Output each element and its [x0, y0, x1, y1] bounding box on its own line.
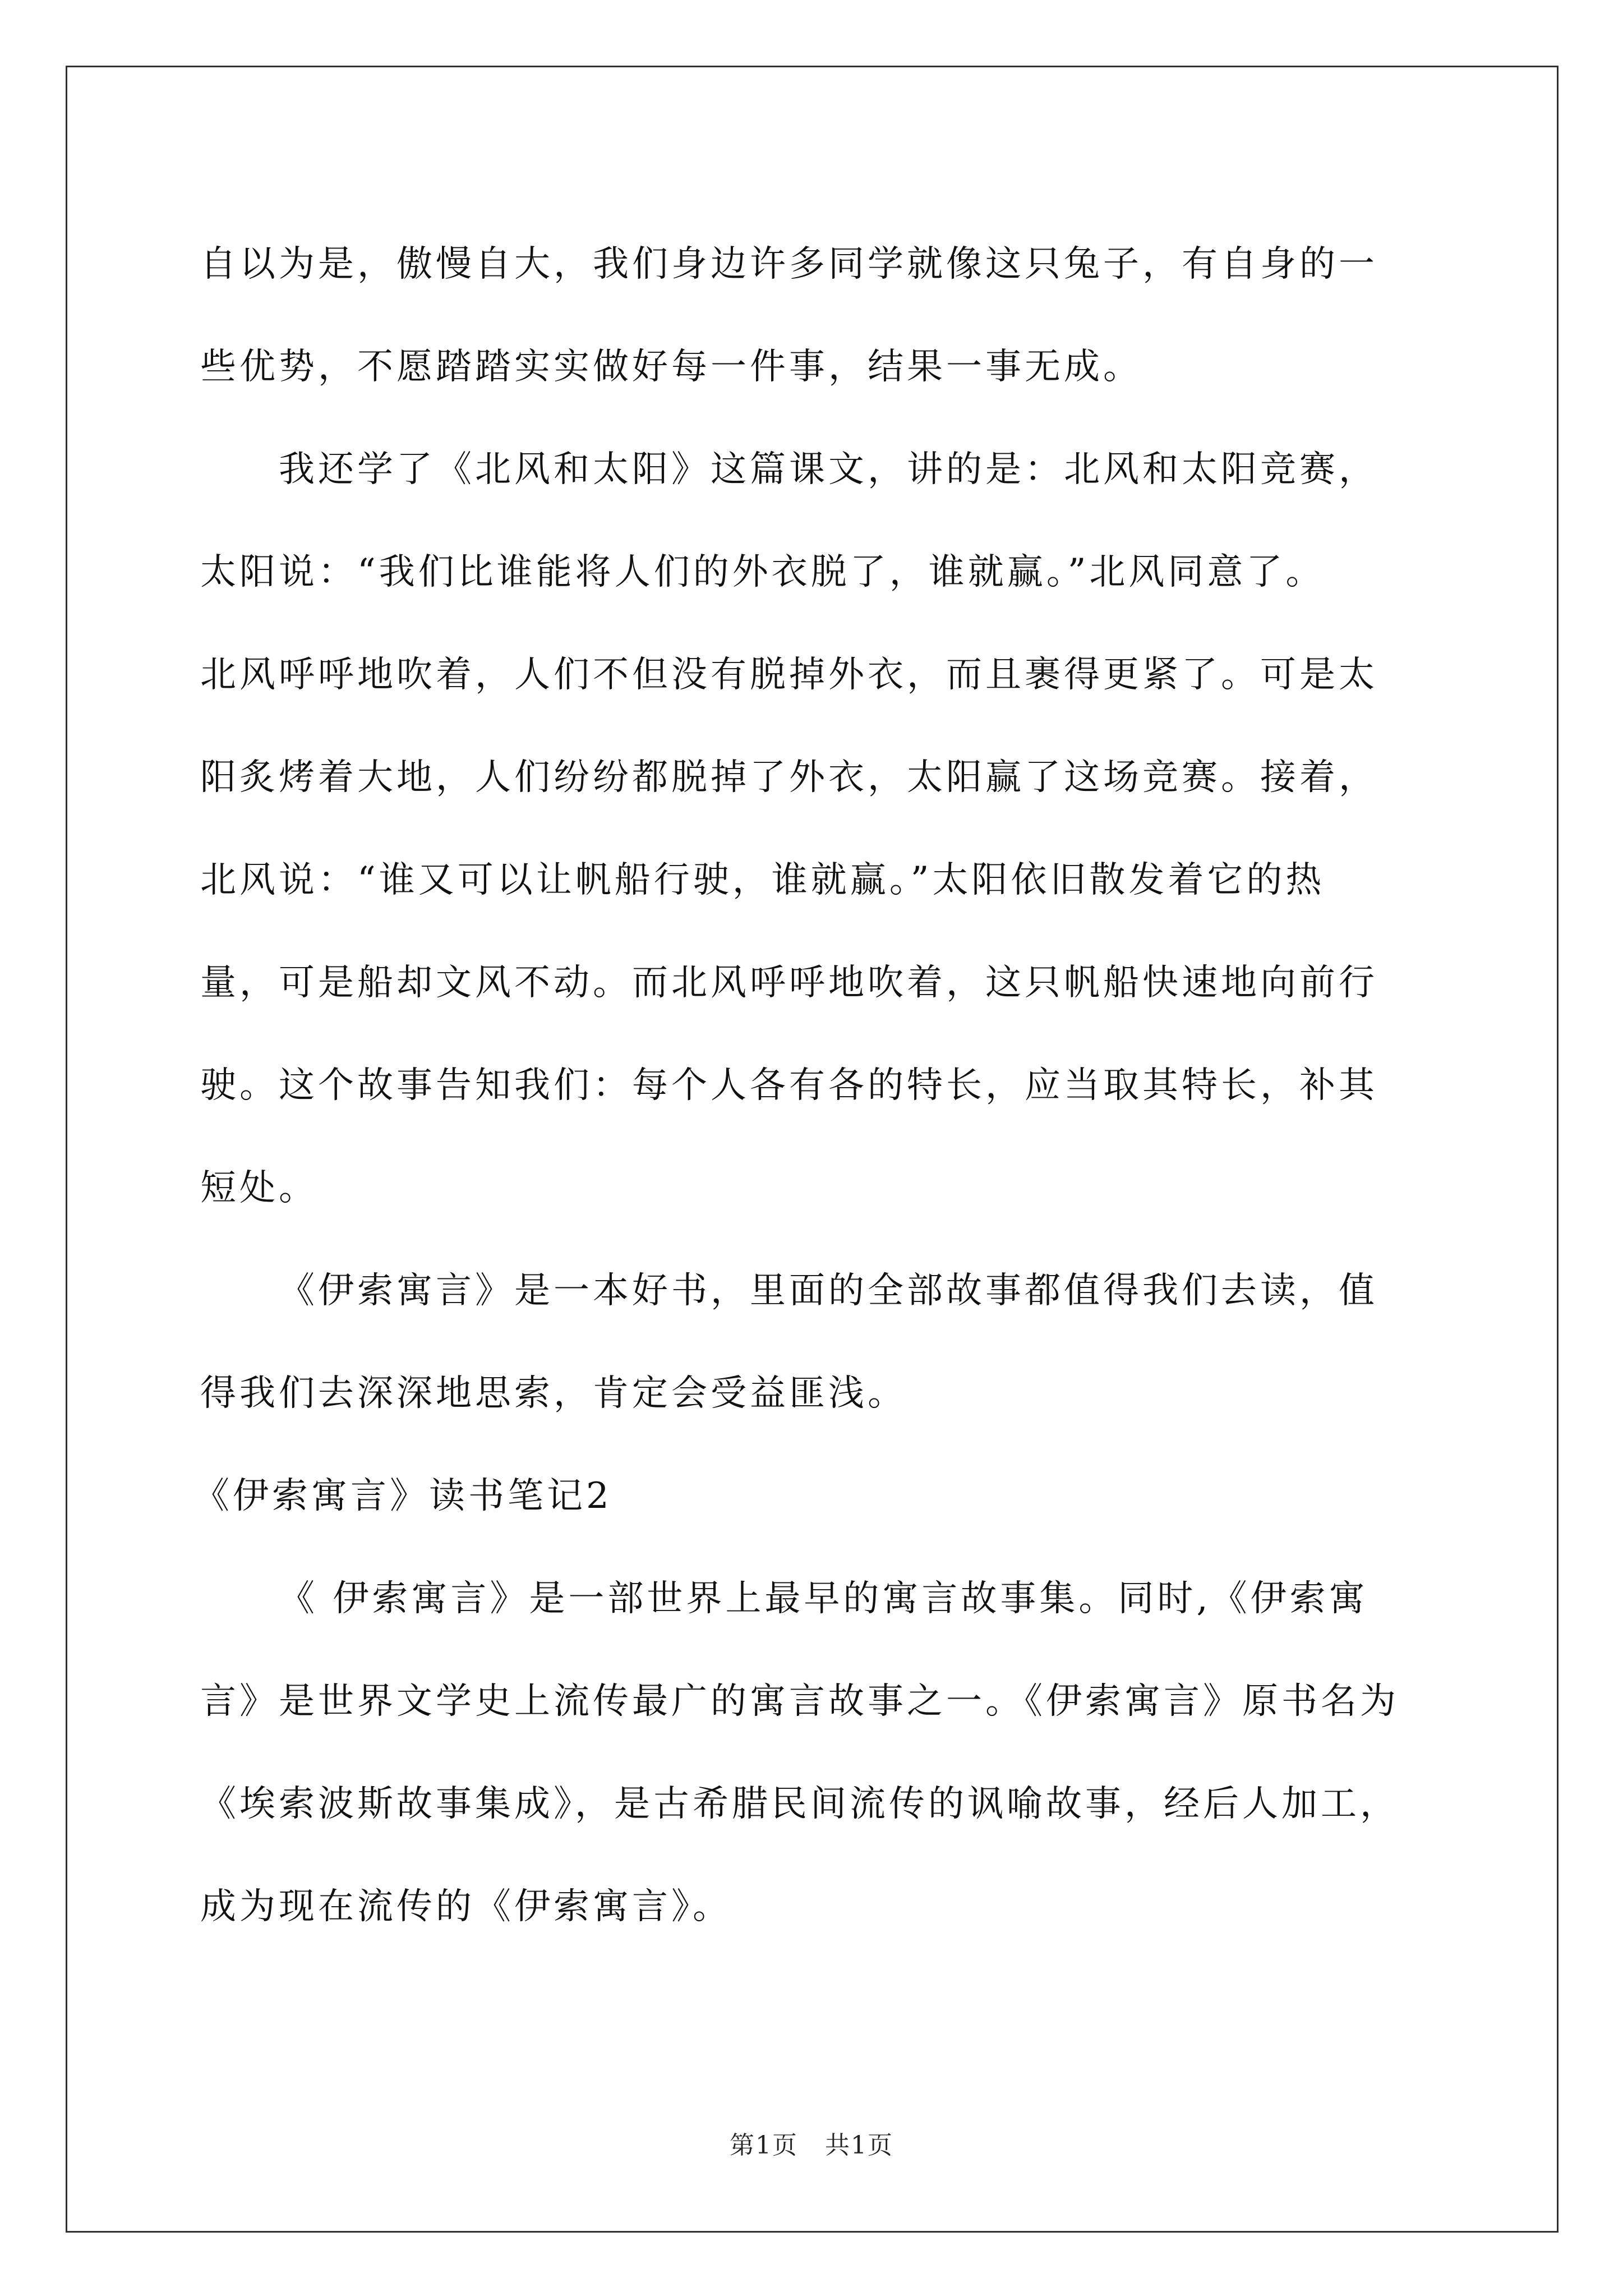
section-heading: 《伊索寓言》读书笔记2 — [193, 1475, 612, 1517]
text-line: 《伊索寓言》是一本好书，里面的全部故事都值得我们去读，值 — [279, 1270, 1378, 1312]
text-line: 短处。 — [200, 1167, 318, 1209]
page-total: 共1页 — [825, 2131, 893, 2160]
text-line: 阳炙烤着大地，人们纷纷都脱掉了外衣，太阳赢了这场竞赛。接着， — [200, 757, 1378, 798]
text-line: 《 伊索寓言》是一部世界上最早的寓言故事集。同时,《伊索寓 — [279, 1578, 1368, 1619]
text-line: 驶。这个故事告知我们：每个人各有各的特长，应当取其特长，补其 — [200, 1065, 1378, 1106]
document-body — [193, 213, 1445, 1958]
text-line: 得我们去深深地思索，肯定会受益匪浅。 — [200, 1373, 907, 1414]
text-line: 成为现在流传的《伊索寓言》。 — [200, 1886, 732, 1927]
text-line: 北风呼呼地吹着，人们不但没有脱掉外衣，而且裹得更紧了。可是太 — [200, 654, 1378, 696]
page-footer — [0, 2129, 1623, 2162]
text-line: 北风说：“谁又可以让帆船行驶，谁就赢。”太阳依旧散发着它的热 — [200, 859, 1325, 901]
text-line: 《埃索波斯故事集成》，是古希腊民间流传的讽喻故事，经后人加工， — [200, 1783, 1399, 1825]
text-line: 太阳说：“我们比谁能将人们的外衣脱了，谁就赢。”北风同意了。 — [200, 551, 1325, 593]
page-number: 第1页 — [730, 2131, 798, 2160]
text-line: 些优势，不愿踏踏实实做好每一件事，结果一事无成。 — [200, 346, 1142, 388]
text-line: 言》是世界文学史上流传最广的寓言故事之一。《伊索寓言》原书名为 — [200, 1681, 1399, 1722]
text-line: 自以为是，傲慢自大，我们身边许多同学就像这只兔子，有自身的一 — [200, 243, 1378, 285]
text-line: 我还学了《北风和太阳》这篇课文，讲的是：北风和太阳竞赛， — [279, 449, 1378, 490]
text-line: 量，可是船却文风不动。而北风呼呼地吹着，这只帆船快速地向前行 — [200, 962, 1378, 1004]
